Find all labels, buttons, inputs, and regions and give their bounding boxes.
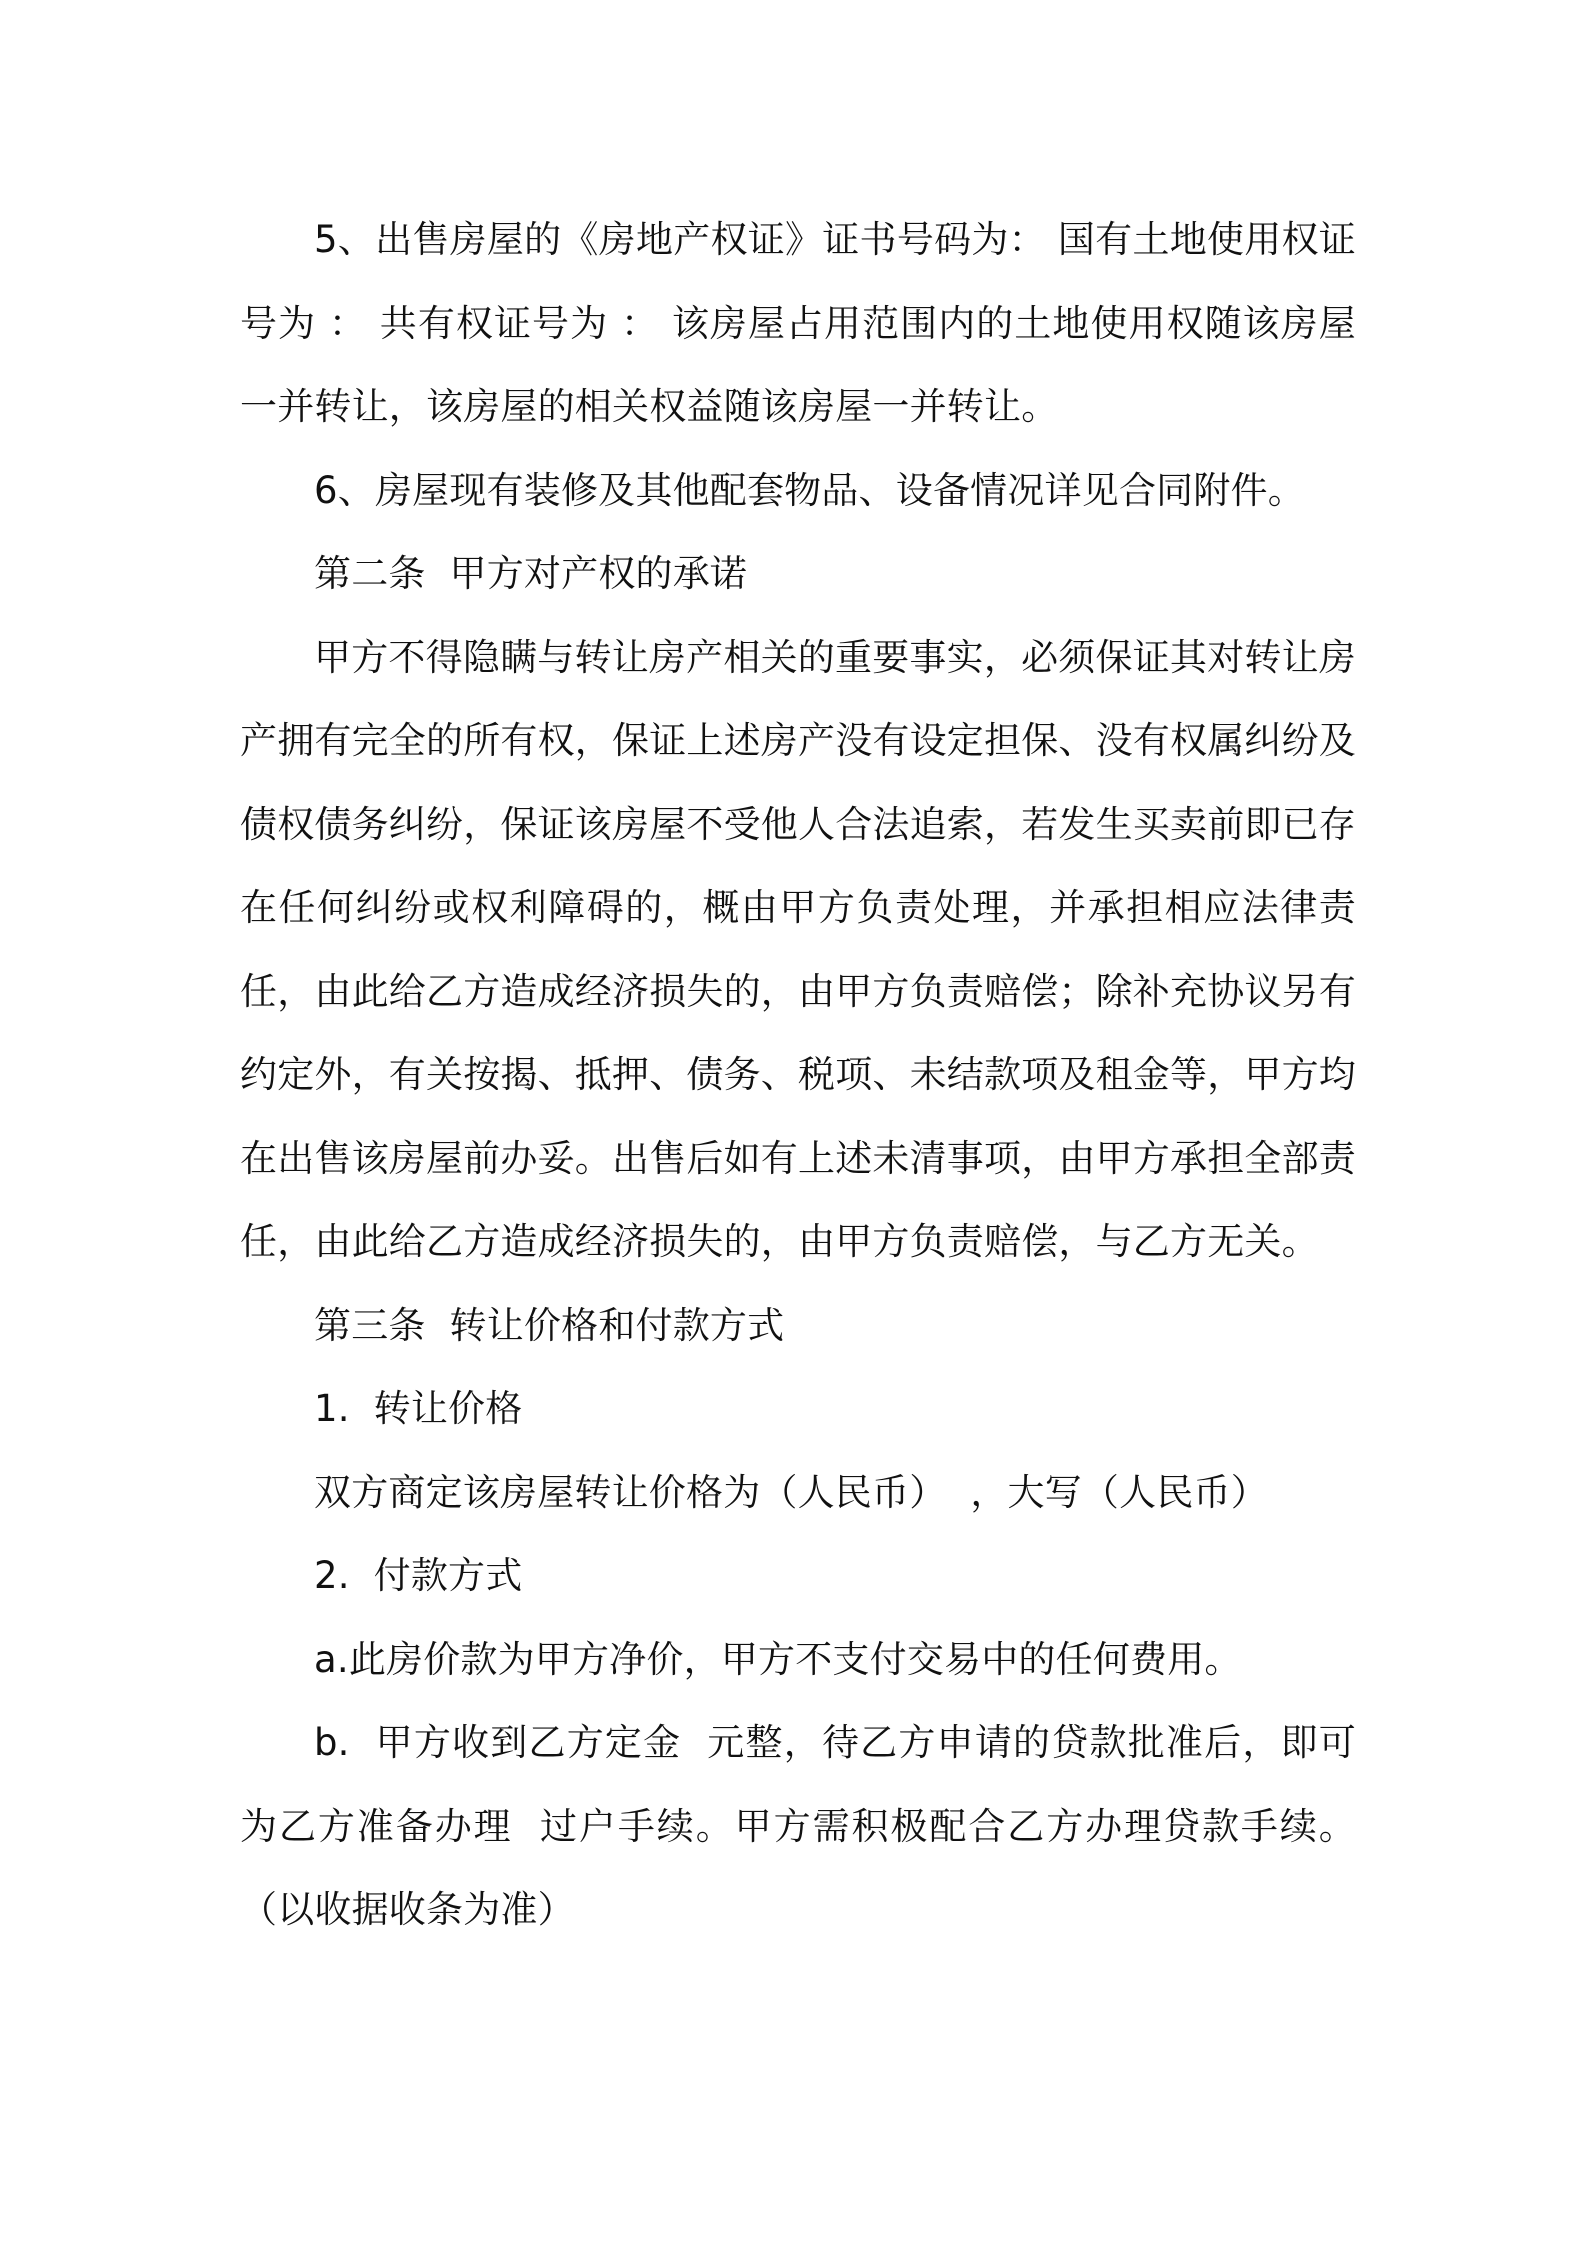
- payment-item-b: b. 甲方收到乙方定金 元整，待乙方申请的贷款批准后，即可为乙方准备办理 过户手续。甲方需积极配合乙方办理贷款手续。（以收据收条为准）: [240, 1721, 1356, 1931]
- transfer-price-text: 双方商定该房屋转让价格为（人民币） ，大写（人民币）: [314, 1470, 1268, 1514]
- document-body: [240, 198, 1356, 1952]
- article-3-heading: 第三条 转让价格和付款方式: [314, 1303, 785, 1347]
- payment-method-heading: 2. 付款方式: [314, 1554, 523, 1597]
- clause-6-fixtures: 6、房屋现有装修及其他配套物品、设备情况详见合同附件。: [314, 468, 1305, 512]
- transfer-price-heading: 1. 转让价格: [314, 1387, 523, 1430]
- payment-item-a: a.此房价款为甲方净价，甲方不支付交易中的任何费用。: [314, 1637, 1242, 1681]
- article-2-heading: 第二条 甲方对产权的承诺: [314, 552, 748, 595]
- article-2-body: 甲方不得隐瞒与转让房产相关的重要事实，必须保证其对转让房产拥有完全的所有权，保证上述房产没有设定担保、没有权属纠纷及债权债务纠纷，保证该房屋不受他人合法追索，若发生买卖前即已存在任何纠纷或权利障碍的，概由甲方负责处理，并承担相应法律责任，由此给乙方造成经济损失的，由甲方负责赔偿；除补充协议另有约定外，有关按揭、抵押、债务、税项、未结款项及租金等，甲方均在出售该房屋前办妥。出售后如有上述未清事项，由甲方承担全部责任，由此给乙方造成经济损失的，由甲方负责赔偿，与乙方无关。: [240, 635, 1356, 1263]
- clause-5-certificate-numbers: 5、出售房屋的《房地产权证》证书号码为： 国有土地使用权证号为 ： 共有权证号为 ： 该房屋占用范围内的土地使用权随该房屋一并转让，该房屋的相关权益随该房屋一并转让。: [240, 218, 1356, 428]
